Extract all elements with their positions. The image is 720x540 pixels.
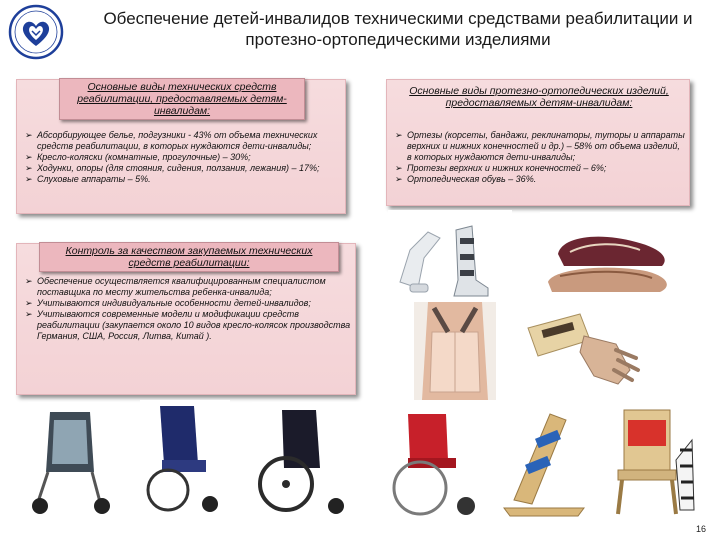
wheelchair-photo-2 bbox=[252, 402, 360, 518]
heart-logo-icon bbox=[6, 4, 66, 60]
support-chair-image bbox=[604, 400, 698, 520]
wheelchair-photo-1 bbox=[140, 400, 230, 518]
quality-control-heading: Контроль за качеством закупаемых технических средств реабилитации: bbox=[39, 242, 339, 272]
ortho-products-list bbox=[395, 130, 687, 185]
red-wheelchair-image bbox=[382, 404, 486, 520]
wheelchair-photo-3 bbox=[382, 404, 486, 520]
organization-logo bbox=[6, 4, 66, 60]
list-item: ➢ Учитываются современные модели и модификации средств реабилитации (закупается около 10 видов кресло-колясок производства Германия, США, Россия, Литва, Китай ). bbox=[25, 309, 351, 342]
reclining-wheelchair-image bbox=[140, 400, 230, 518]
list-item: ➢ Протезы верхних и нижних конечностей – 6%; bbox=[395, 163, 687, 174]
orthopedic-shoes-image bbox=[540, 212, 680, 300]
tech-means-list bbox=[25, 130, 343, 185]
posture-corset-photo bbox=[414, 302, 496, 400]
list-item: ➢ Ортопедическая обувь – 36%. bbox=[395, 174, 687, 185]
child-stroller-image bbox=[28, 402, 120, 518]
orthopedic-shoes-photo bbox=[540, 212, 680, 300]
active-wheelchair-image bbox=[252, 402, 360, 518]
leg-orthosis-image bbox=[388, 210, 512, 300]
stander-photo bbox=[496, 404, 592, 520]
tech-means-panel bbox=[16, 79, 346, 214]
hand-orthosis-photo bbox=[520, 300, 644, 392]
list-item: ➢ Абсорбирующее белье, подгузники - 43% от объема технических средств реабилитации, в которых нуждаются дети-инвалиды; bbox=[25, 130, 343, 152]
support-chair-photo bbox=[604, 400, 698, 520]
ortho-products-heading: Основные виды протезно-ортопедических изделий, предоставляемых детям-инвалидам: bbox=[409, 85, 669, 109]
stroller-photo-1 bbox=[28, 402, 120, 518]
list-item: ➢ Слуховые аппараты – 5%. bbox=[25, 174, 343, 185]
prone-stander-image bbox=[496, 404, 592, 520]
ortho-products-panel bbox=[386, 79, 690, 206]
posture-corset-image bbox=[414, 302, 496, 400]
quality-control-list bbox=[25, 276, 351, 342]
hand-orthosis-image bbox=[520, 300, 644, 392]
list-item: ➢ Ортезы (корсеты, бандажи, реклинаторы, туторы и аппараты верхних и нижних конечностей и др.) – 58% от объема изделий, в которых нуждаются дети-инвалиды; bbox=[395, 130, 687, 163]
page-number: 16 bbox=[695, 524, 706, 534]
leg-orthosis-photo bbox=[388, 210, 512, 300]
slide-title: Обеспечение детей-инвалидов техническими средствами реабилитации и протезно-ортопедическими изделиями bbox=[103, 9, 693, 49]
tech-means-heading: Основные виды технических средств реабилитации, предоставляемых детям-инвалидам: bbox=[59, 78, 305, 120]
list-item: ➢ Ходунки, опоры (для стояния, сидения, ползания, лежания) – 17%; bbox=[25, 163, 343, 174]
quality-control-panel bbox=[16, 243, 356, 395]
list-item: ➢ Учитываются индивидуальные особенности детей-инвалидов; bbox=[25, 298, 351, 309]
list-item: ➢ Кресло-коляски (комнатные, прогулочные) – 30%; bbox=[25, 152, 343, 163]
list-item: ➢ Обеспечение осуществляется квалифицированным специалистом поставщика по месту жительства ребенка-инвалида; bbox=[25, 276, 351, 298]
